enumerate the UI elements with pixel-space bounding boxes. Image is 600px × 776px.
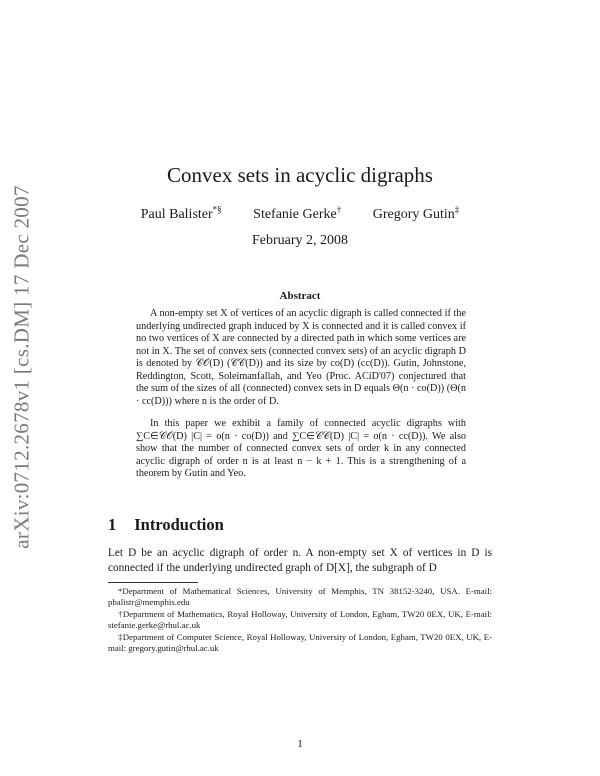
abstract-paragraph: A non-empty set X of vertices of an acyclic digraph is called connected if the underlying undirected graph induced by X is connected and it is called convex if no two vertices of X are connected by a directed path in which some vertices are not in X. The set of convex sets (connected convex sets) of an acyclic digraph D is denoted by 𝒞𝒪(D) (𝒞𝒞(D)) and its size by co(D) (cc(D)). Gutin, Johnstone, Reddington, Scott, Soleimanfallah, and Yeo (Proc. ACiD'07) conjectured that the sum of the sizes of all (connected) convex sets in D equals Θ(n · co(D)) (Θ(n · cc(D))) where n is the order of D. bbox=[136, 308, 466, 407]
section-number: 1 bbox=[108, 515, 117, 534]
page-number: 1 bbox=[297, 738, 303, 750]
footnote: *Department of Mathematical Sciences, University of Memphis, TN 38152-3240, USA. E-mail: pbalistr@memphis.edu bbox=[108, 586, 492, 607]
footnote-rule bbox=[108, 582, 198, 583]
arxiv-identifier: arXiv:0712.2678v1 [cs.DM] 17 Dec 2007 bbox=[9, 185, 34, 549]
paper-title: Convex sets in acyclic digraphs bbox=[167, 163, 433, 187]
author-list bbox=[0, 204, 600, 223]
abstract-paragraph: In this paper we exhibit a family of connected acyclic digraphs with ∑C∈𝒞𝒪(D) |C| = o(n · co(D)) and ∑C∈𝒞𝒞(D) |C| = o(n · cc(D)). We also show that the number of connected convex sets of order k in any connected acyclic digraph of order n is at least n − k + 1. This is a strengthening of a theorem by Gutin and Yeo. bbox=[136, 418, 466, 479]
intro-paragraph: Let D be an acyclic digraph of order n. A non-empty set X of vertices in D is connected if the underlying undirected graph of D[X], the subgraph of D bbox=[108, 547, 492, 574]
section-heading bbox=[108, 515, 224, 535]
footnote: ‡Department of Computer Science, Royal Holloway, University of London, Egham, TW20 0EX, UK, E-mail: gregory.gutin@rhul.ac.uk bbox=[108, 632, 492, 653]
author: Paul Balister*§ bbox=[140, 204, 222, 222]
footnotes bbox=[108, 586, 492, 655]
abstract-heading: Abstract bbox=[279, 290, 321, 302]
footnote: †Department of Mathematics, Royal Holloway, University of London, Egham, TW20 0EX, UK, E-mail: stefanie.gerke@rhul.ac.uk bbox=[108, 609, 492, 630]
paper-date: February 2, 2008 bbox=[251, 233, 349, 248]
author: Stefanie Gerke† bbox=[253, 204, 342, 222]
section-title: Introduction bbox=[134, 515, 224, 534]
author: Gregory Gutin‡ bbox=[372, 204, 460, 222]
